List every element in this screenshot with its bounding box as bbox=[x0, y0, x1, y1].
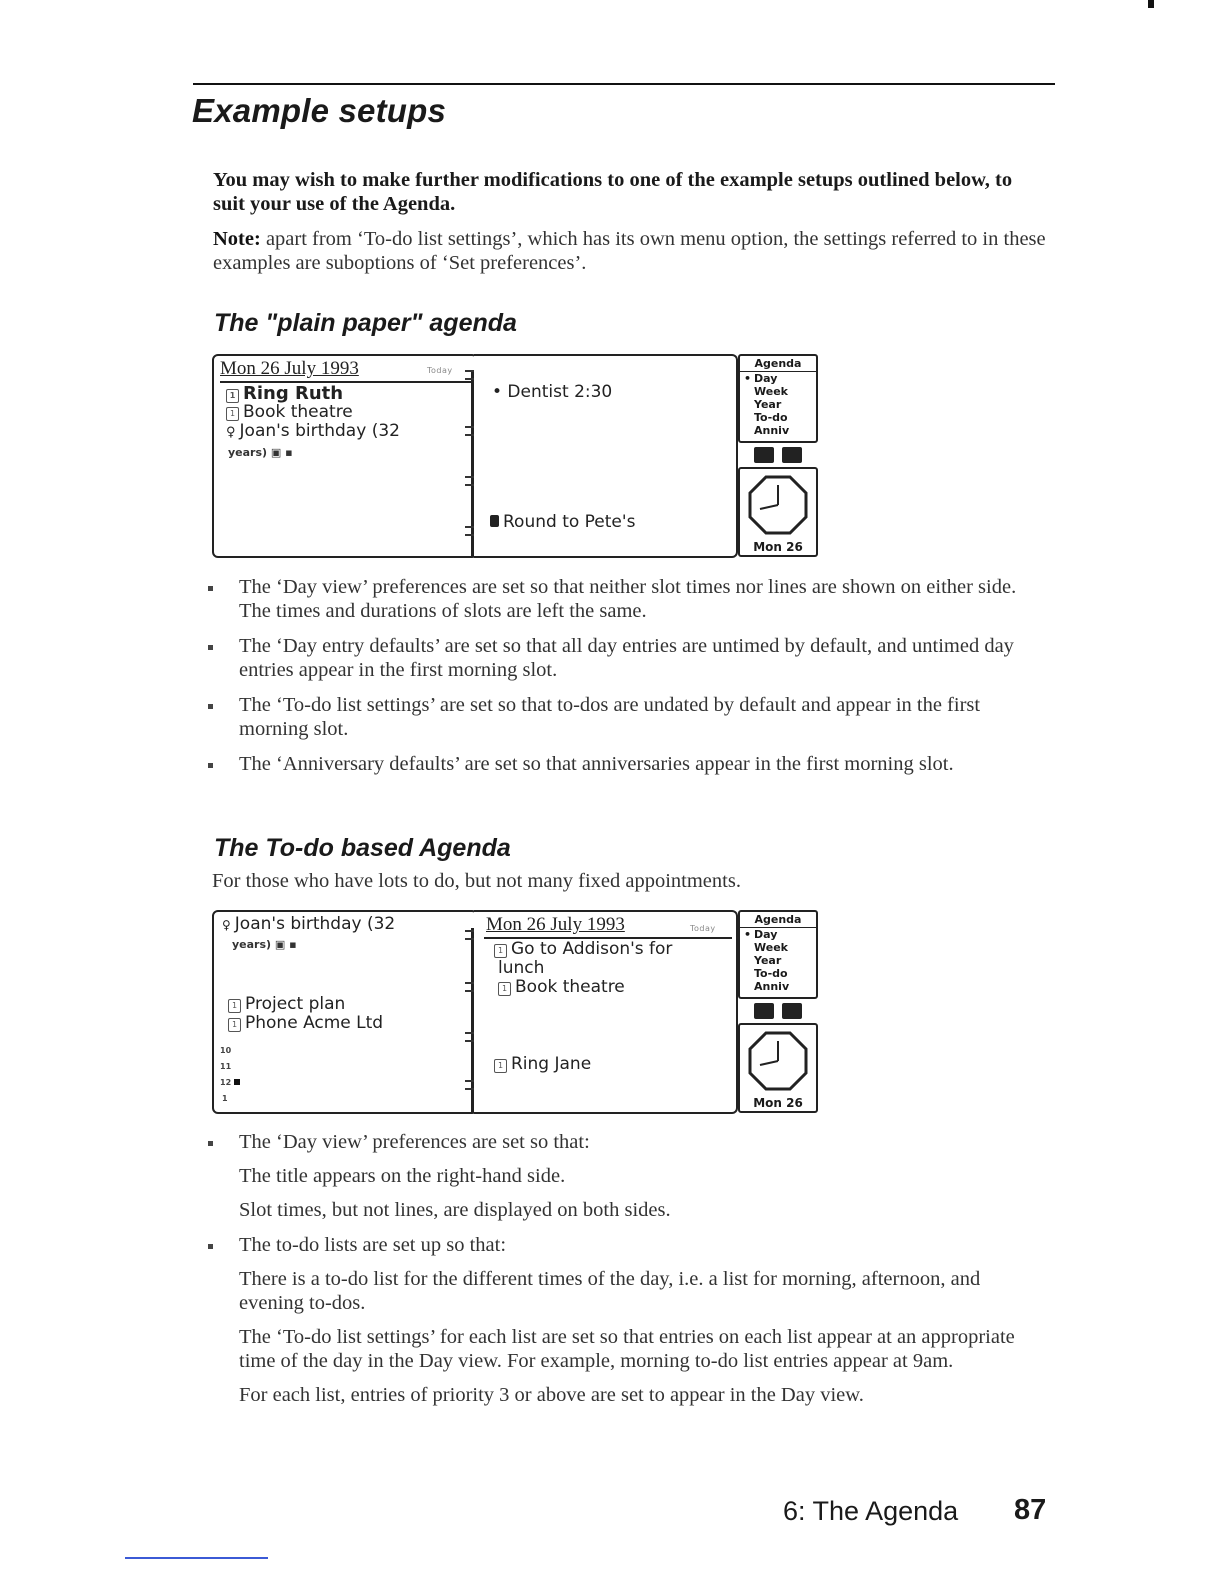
page-number: 87 bbox=[1014, 1494, 1047, 1526]
entry-label: Joan's birthday (32 bbox=[239, 421, 400, 441]
bullet-icon bbox=[208, 1244, 213, 1249]
list-item-text: The to-do lists are set up so that: bbox=[239, 1234, 507, 1256]
entry-label: Ring Ruth bbox=[243, 383, 344, 404]
entry-dentist: • Dentist 2:30 bbox=[492, 382, 613, 402]
list-item-text: The ‘Day entry defaults’ are set so that all day entries are untimed by default, and untimed day entries appear in the first morning slot. bbox=[239, 635, 1014, 681]
todo-icon: 1 bbox=[228, 999, 241, 1013]
entry-joans-birthday bbox=[222, 914, 395, 934]
slot-time: 1 bbox=[222, 1094, 228, 1103]
plain-paper-bullets bbox=[205, 575, 1045, 787]
entry-go-to-addisons-cont: lunch bbox=[498, 958, 545, 978]
entry-joans-birthday-cont: years) ▣ ▪ bbox=[232, 938, 297, 951]
note-paragraph bbox=[213, 227, 1048, 275]
entry-ring-ruth bbox=[226, 383, 343, 404]
menu-title: Agenda bbox=[740, 912, 816, 928]
date-title: Mon 26 July 1993 bbox=[220, 358, 359, 379]
entry-phone-acme bbox=[228, 1013, 383, 1033]
list-item-text: The ‘To-do list settings’ are set so that to-dos are undated by default and appear in the first morning slot. bbox=[239, 694, 981, 740]
sub-paragraph: The title appears on the right-hand side. bbox=[239, 1165, 566, 1187]
menu-item-year[interactable]: Year bbox=[754, 954, 782, 967]
bottom-rule bbox=[125, 1557, 268, 1559]
sub-paragraph: The ‘To-do list settings’ for each list are set so that entries on each list appear at an appropriate time of the day in the Day view. For example, morning to-do list entries appear at 9am. bbox=[239, 1326, 1015, 1372]
menu-item-todo[interactable]: To-do bbox=[754, 411, 788, 424]
entry-book-theatre bbox=[498, 977, 625, 997]
menu-item-week[interactable]: Week bbox=[754, 385, 788, 398]
zoom-out-button[interactable] bbox=[754, 447, 774, 463]
bullet-icon bbox=[208, 763, 213, 768]
sidebar bbox=[738, 910, 818, 1113]
plain-paper-screenshot bbox=[212, 354, 822, 560]
entry-label: Project plan bbox=[245, 994, 346, 1014]
entry-label: Ring Jane bbox=[511, 1054, 592, 1074]
list-item-text: The ‘Day view’ preferences are set so that: bbox=[239, 1131, 590, 1153]
clock-panel bbox=[738, 1023, 818, 1113]
zoom-buttons bbox=[738, 1003, 818, 1019]
date-title: Mon 26 July 1993 bbox=[486, 914, 625, 935]
clock-icon bbox=[746, 1029, 810, 1093]
menu-item-week[interactable]: Week bbox=[754, 941, 788, 954]
todo-icon: 1 bbox=[498, 982, 511, 996]
view-menu bbox=[738, 910, 818, 999]
entry-label: Go to Addison's for bbox=[511, 939, 673, 959]
menu-item-anniv[interactable]: Anniv bbox=[754, 424, 790, 437]
entry-joans-birthday bbox=[226, 421, 400, 441]
list-item bbox=[205, 693, 1045, 741]
note-label: Note: bbox=[213, 228, 261, 250]
menu-item-anniv[interactable]: Anniv bbox=[754, 980, 790, 993]
current-slot-marker bbox=[234, 1079, 240, 1085]
bullet-icon bbox=[208, 704, 213, 709]
zoom-in-button[interactable] bbox=[782, 1003, 802, 1019]
entry-go-to-addisons bbox=[494, 939, 672, 959]
top-rule bbox=[193, 83, 1055, 85]
clock-day: Mon 26 bbox=[753, 540, 803, 554]
entry-label: Phone Acme Ltd bbox=[245, 1013, 384, 1033]
bullet-icon bbox=[208, 645, 213, 650]
entry-label: Book theatre bbox=[515, 977, 625, 997]
sidebar bbox=[738, 354, 818, 557]
entry-round-to-petes bbox=[490, 512, 635, 532]
todo-icon: 1 bbox=[228, 1018, 241, 1032]
entry-label: Joan's birthday (32 bbox=[234, 914, 396, 934]
zoom-buttons bbox=[738, 447, 818, 463]
entry-project-plan bbox=[228, 994, 345, 1014]
today-label: Today bbox=[690, 924, 716, 933]
list-item bbox=[205, 634, 1045, 682]
footer-chapter: 6: The Agenda bbox=[783, 1496, 959, 1526]
right-page bbox=[474, 354, 738, 558]
sub-paragraph: Slot times, but not lines, are displayed on both sides. bbox=[239, 1199, 671, 1221]
menu-item-day[interactable]: • Day bbox=[740, 928, 816, 941]
view-menu bbox=[738, 354, 818, 443]
entry-book-theatre bbox=[226, 402, 353, 422]
menu-title: Agenda bbox=[740, 356, 816, 372]
entry-label: years) bbox=[228, 446, 268, 459]
left-page bbox=[212, 354, 478, 558]
list-item bbox=[205, 575, 1045, 623]
todo-based-bullets bbox=[205, 1130, 1045, 1418]
todo-icon: 1 bbox=[494, 944, 507, 958]
corner-mark bbox=[1148, 0, 1154, 8]
page-heading: Example setups bbox=[192, 92, 447, 129]
bullet-icon bbox=[208, 1141, 213, 1146]
todo-icon: 1 bbox=[226, 407, 239, 421]
clock-day: Mon 26 bbox=[753, 1096, 803, 1110]
entry-label: Round to Pete's bbox=[503, 512, 636, 532]
menu-item-todo[interactable]: To-do bbox=[754, 967, 788, 980]
bullet-icon bbox=[208, 586, 213, 591]
slot-time: 11 bbox=[220, 1062, 232, 1071]
list-item bbox=[205, 752, 1045, 776]
entry-label: years) bbox=[232, 938, 272, 951]
todo-based-screenshot bbox=[212, 910, 822, 1116]
entry-joans-birthday-cont: years) ▣ ▪ bbox=[228, 446, 293, 459]
list-item bbox=[205, 1130, 1045, 1222]
list-item-text: The ‘Anniversary defaults’ are set so that anniversaries appear in the first morning slot. bbox=[239, 753, 954, 775]
anniversary-icon: ♀ bbox=[222, 918, 231, 932]
left-page bbox=[212, 910, 478, 1114]
list-item bbox=[205, 1233, 1045, 1407]
plain-paper-title: The "plain paper" agenda bbox=[214, 309, 517, 337]
note-text: apart from ‘To-do list settings’, which has its own menu option, the settings referred to in these examples are suboptions of ‘Set preferences’. bbox=[213, 228, 1046, 274]
todo-based-title: The To-do based Agenda bbox=[214, 834, 511, 862]
todo-based-intro: For those who have lots to do, but not many fixed appointments. bbox=[212, 870, 741, 892]
right-page bbox=[474, 910, 738, 1114]
today-label: Today bbox=[427, 366, 453, 375]
slot-time: 12 bbox=[220, 1078, 232, 1087]
anniversary-icon: ♀ bbox=[226, 425, 236, 440]
alarm-icon bbox=[490, 515, 499, 527]
clock-panel bbox=[738, 467, 818, 557]
zoom-out-button[interactable] bbox=[754, 1003, 774, 1019]
todo-icon: 1 bbox=[226, 389, 239, 403]
zoom-in-button[interactable] bbox=[782, 447, 802, 463]
entry-ring-jane bbox=[494, 1054, 591, 1074]
todo-icon: 1 bbox=[494, 1059, 507, 1073]
entry-label: Book theatre bbox=[243, 402, 353, 422]
clock-icon bbox=[746, 473, 810, 537]
sub-paragraph: For each list, entries of priority 3 or above are set to appear in the Day view. bbox=[239, 1384, 864, 1406]
intro-paragraph: You may wish to make further modifications to one of the example setups outlined below, to suit your use of the Agenda. bbox=[213, 169, 1013, 215]
menu-item-day[interactable]: • Day bbox=[740, 372, 816, 385]
menu-item-year[interactable]: Year bbox=[754, 398, 782, 411]
list-item-text: The ‘Day view’ preferences are set so that neither slot times nor lines are shown on either side. The times and durations of slots are left the same. bbox=[239, 576, 1017, 622]
slot-time: 10 bbox=[220, 1046, 232, 1055]
sub-paragraph: There is a to-do list for the different times of the day, i.e. a list for morning, afternoon, and evening to-dos. bbox=[239, 1268, 981, 1314]
